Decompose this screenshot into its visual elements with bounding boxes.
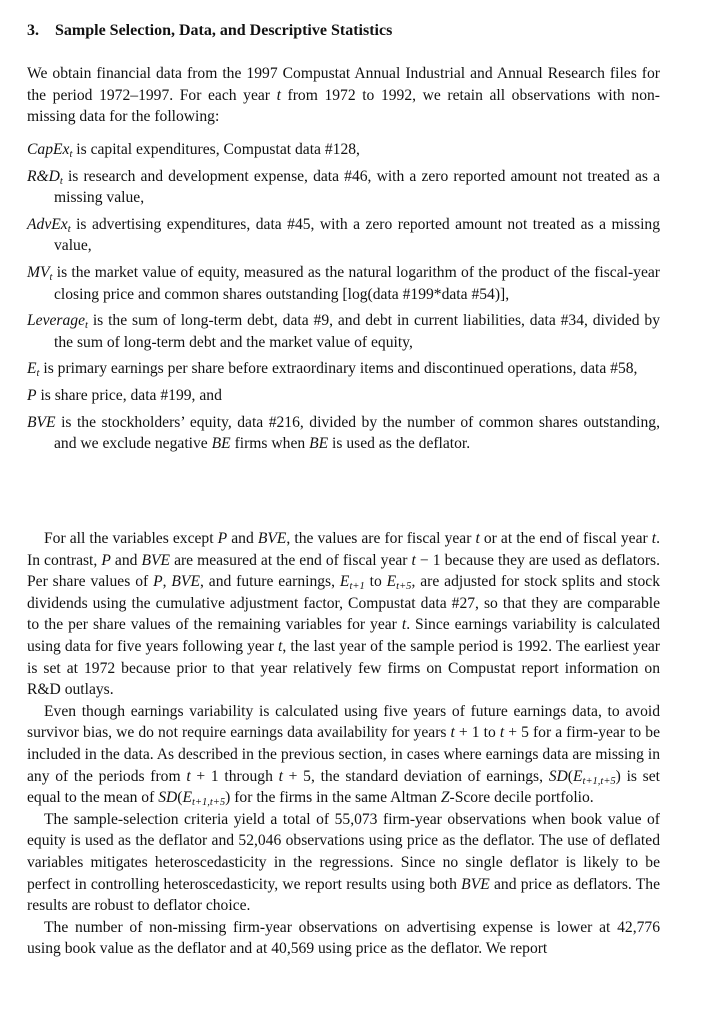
body-paragraph: The number of non-missing firm-year observations on advertising expense is lower at 42,776 using book value as the deflator and at 40,569 using price as the deflator. We report bbox=[27, 918, 660, 958]
definition-text: is the market value of equity, measured as the natural logarithm of the product of the fiscal-year closing price and common shares outstanding [log(data #199*data #54)], bbox=[54, 263, 660, 303]
definition-symbol: Leverage$_t$ bbox=[27, 312, 88, 332]
section-title: Sample Selection, Data, and Descriptive Statistics bbox=[55, 22, 393, 39]
body-paragraph: For all the variables except P and BVE, the values are for fiscal year t or at the end of fiscal year t. In contrast, P and BVE are measured at the end of fiscal year t − 1 because they are used as deflators. Per share values of P, BVE, and future earnings, $E_{t+1}$ to $E_{t+5}$, are adjusted for stock splits and stock dividends using the cumulative adjustment factor, Compustat data #27, so that they are comparable to the per share values of the remaining variables for year t. Since earnings variability is calculated using data for five years following year t, the last year of the sample period is 1992. The earliest year is set at 1972 because prior to that year relatively few firms on Compustat report information on R&D outlays. bbox=[27, 530, 661, 699]
body-paragraph: Even though earnings variability is calculated using five years of future earnings data, to avoid survivor bias, we do not require earnings data availability for years t + 1 to t + 5 for a firm-year to be included in the data. As described in the previous section, in cases where earnings data are missing in any of the periods from t + 1 through t + 5, the standard deviation of earnings, $SD(E_{t+1,t+5})$ is set equal to the mean of $SD(E_{t+1,t+5})$ for the firms in the same Altman Z-Score decile portfolio. bbox=[27, 702, 661, 809]
definition-item bbox=[27, 166, 660, 209]
definition-symbol: CapEx$_t$ bbox=[27, 141, 73, 160]
definition-item bbox=[27, 139, 660, 161]
definition-symbol: AdvEx$_t$ bbox=[27, 215, 71, 235]
definition-text: is the sum of long-term debt, data #9, and debt in current liabilities, data #34, divided by the sum of long-term debt and the market value of equity, bbox=[54, 312, 660, 351]
definition-text: is research and development expense, data #46, with a zero reported amount not treated as a missing value, bbox=[54, 167, 660, 207]
definition-symbol: $MV_t$ bbox=[27, 263, 53, 283]
definition-symbol: P bbox=[27, 386, 37, 404]
definition-list bbox=[27, 139, 660, 455]
definition-text: is the stockholders’ equity, data #216, divided by the number of common shares outstanding, and we exclude negative BE firms when BE is used as the deflator. bbox=[54, 413, 660, 453]
definition-item bbox=[27, 385, 660, 407]
definition-symbol: $E_t$ bbox=[27, 360, 40, 380]
definition-item bbox=[27, 262, 660, 305]
section-number: 3. bbox=[27, 22, 39, 39]
definition-text: is share price, data #199, and bbox=[40, 386, 222, 404]
definition-symbol: BVE bbox=[27, 413, 56, 431]
intro-paragraph: We obtain financial data from the 1997 Compustat Annual Industrial and Annual Research files for the period 1972–1997. For each year t from 1972 to 1992, we retain all observations with non-missing data for the following: bbox=[27, 65, 661, 126]
definition-item bbox=[27, 214, 660, 257]
definition-text: is capital expenditures, Compustat data #128, bbox=[76, 141, 360, 158]
body-text bbox=[27, 528, 660, 960]
section-heading bbox=[27, 20, 392, 42]
definition-item bbox=[27, 358, 660, 380]
definition-symbol: $R\&D_t$ bbox=[27, 167, 63, 187]
definition-item bbox=[27, 310, 660, 353]
definition-text: is primary earnings per share before extraordinary items and discontinued operations, data #58, bbox=[43, 360, 638, 378]
body-paragraph: The sample-selection criteria yield a total of 55,073 firm-year observations when book value of equity is used as the deflator and 52,046 observations using price as the deflator. The use of deflated variables mitigates heteroscedasticity in the regressions. Since no single deflator is likely to be perfect in controlling heteroscedasticity, we report results using both BVE and price as deflators. The results are robust to deflator choice. bbox=[27, 810, 660, 915]
definition-item bbox=[27, 412, 660, 455]
definition-text: is advertising expenditures, data #45, with a zero reported amount not treated as a missing value, bbox=[54, 215, 660, 255]
